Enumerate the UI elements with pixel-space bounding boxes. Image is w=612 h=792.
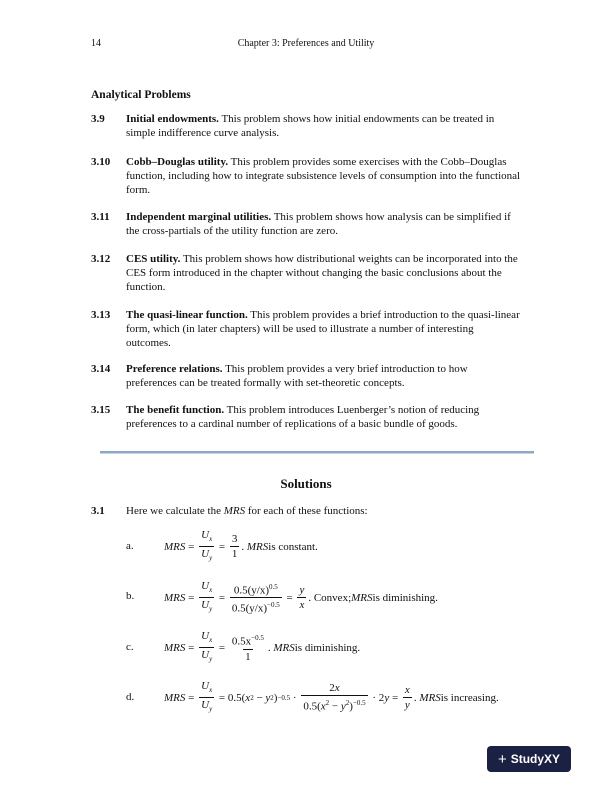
mid-denominator: 0.5(y/x) (231, 602, 268, 615)
comment-mrs: MRS (246, 540, 269, 553)
comment-text: is diminishing. (372, 591, 438, 604)
problem-text: This problem shows how distributional weights can be incorporated into the CES form introduced in the chapter without changing the basic conclusions about the function. (126, 253, 518, 293)
mid-denominator-exponent: −0.5 (267, 601, 280, 610)
problem-text: This problem shows how initial endowments can be treated in simple indifference curve analysis. (126, 113, 495, 139)
comment-mrs: MRS (419, 691, 441, 704)
comment-mrs: MRS (273, 641, 295, 654)
problem-number: 3.11 (91, 211, 110, 223)
part-label-a: a. (126, 540, 134, 552)
solutions-heading: Solutions (280, 476, 332, 491)
comment-mrs: MRS (351, 591, 373, 604)
problem-3-10 (91, 155, 521, 197)
part-label-d: d. (126, 691, 135, 703)
rhs-denominator: x (299, 599, 305, 612)
equation-b: MRS = $U_x$ $U_y$ = $0.5(y/x)^{0.5}$ $0.5(y/x)^{-0.5}$ = $\frac{y}{x}$ . Convex; MRS is diminishing. (164, 580, 438, 615)
problem-name: Cobb–Douglas utility. (126, 156, 229, 168)
problem-name: CES utility. (126, 253, 181, 265)
problem-number: 3.15 (91, 404, 111, 416)
part-label-b: b. (126, 590, 135, 602)
problem-3-13 (91, 308, 521, 350)
problem-name: Preference relations. (126, 363, 223, 375)
problem-text: This problem provides a brief introduction to the quasi-linear form, which (in later chapters) will be used to illustrate a number of interesting outcomes. (126, 309, 520, 349)
equation-c: MRS = $U_x$ $U_y$ = $0.5x^{-0.5}$ 1 . MRS is diminishing. (164, 630, 361, 664)
problem-text: This problem introduces Luenberger’s notion of reducing preferences to a cardinal number of replications of a basic bundle of goods. (126, 404, 480, 430)
logo-text: StudyXY (510, 752, 561, 766)
comment-text: is constant. (268, 540, 318, 553)
equation-a: MRS = $U_x$ $U_y$ = $\frac{3}{1}$ . MRS is constant. (164, 529, 318, 563)
problem-name: The benefit function. (126, 404, 225, 416)
equation-d: MRS = $U_x$ $U_y$ = 0.5( x 2 − y 2 ) −0.5 · 2x $0.5(x^2 - y^2)^{-0.5}$ · 2 y = x y . MRS is increasing. (164, 680, 499, 714)
mid-numerator-exponent: −0.5 (251, 634, 264, 643)
plus-icon: + (497, 750, 507, 768)
section-title: Analytical Problems (91, 89, 191, 101)
part-label-c: c. (126, 641, 134, 653)
problem-3-15 (91, 403, 521, 431)
section-divider (100, 451, 534, 454)
intro-post: for each of these functions: (245, 505, 368, 517)
rhs-numerator: y (299, 584, 305, 597)
mid-numerator: 0.5x (231, 636, 252, 649)
comment-text: is diminishing. (294, 641, 361, 654)
mid-denominator: 1 (245, 651, 251, 664)
comment-text: is increasing. (440, 691, 499, 704)
solution-intro (126, 505, 368, 517)
problem-name: The quasi-linear function. (126, 309, 248, 321)
intro-mrs: MRS (223, 505, 246, 517)
problem-number: 3.10 (91, 156, 111, 168)
mid-numerator: 0.5(y/x) (233, 584, 269, 597)
page-number: 14 (91, 38, 101, 49)
rhs-denominator: 1 (231, 548, 238, 561)
rhs-numerator: 3 (231, 533, 238, 546)
problem-number: 3.12 (91, 253, 111, 265)
comment-pre: Convex; (313, 591, 352, 604)
studyxy-logo (487, 746, 571, 772)
problem-name: Initial endowments. (126, 113, 219, 125)
problem-name: Independent marginal utilities. (126, 211, 272, 223)
problem-3-9 (91, 112, 521, 140)
problem-number: 3.13 (91, 309, 111, 321)
problem-text: This problem provides a very brief introduction to how preferences can be treated formally with set-theoretic concepts. (126, 363, 468, 389)
intro-pre: Here we calculate the (126, 505, 224, 517)
problem-number: 3.9 (91, 113, 105, 125)
problem-3-14 (91, 362, 521, 390)
problem-text: This problem shows how analysis can be simplified if the cross-partials of the utility function are zero. (126, 211, 511, 237)
mid-numerator-exponent: 0.5 (269, 582, 278, 591)
solution-number: 3.1 (91, 505, 105, 517)
problem-number: 3.14 (91, 363, 111, 375)
problem-3-11 (91, 210, 521, 238)
problem-text: This problem provides some exercises with the Cobb–Douglas function, including how to integrate subsistence levels of consumption into the functional form. (126, 156, 521, 196)
running-title: Chapter 3: Preferences and Utility (237, 38, 375, 49)
problem-3-12 (91, 252, 521, 294)
